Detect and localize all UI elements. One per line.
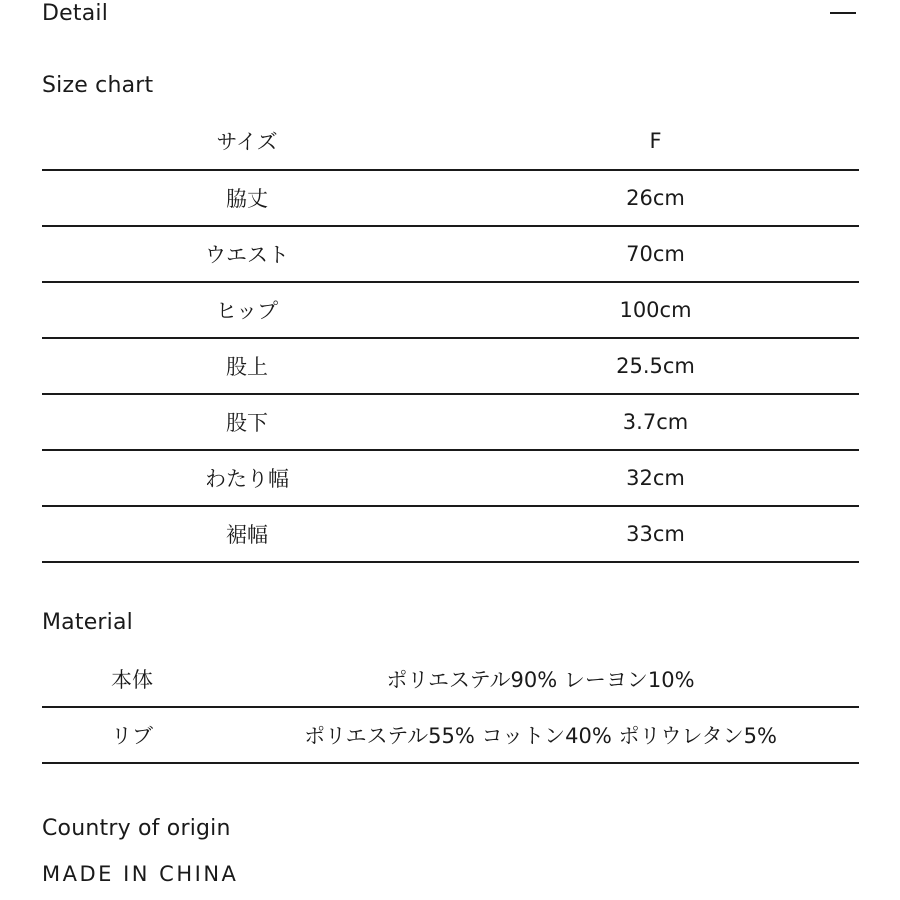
size-row-value: 32cm: [452, 450, 859, 506]
size-row-label: 股下: [42, 394, 452, 450]
size-row-value: 100cm: [452, 282, 859, 338]
size-row-value: 26cm: [452, 170, 859, 226]
material-row-label: 本体: [42, 652, 222, 707]
table-row: [42, 226, 859, 282]
detail-title: Detail: [42, 0, 109, 26]
table-row: [42, 450, 859, 506]
size-row-value: 3.7cm: [452, 394, 859, 450]
origin-value: MADE IN CHINA: [42, 862, 239, 886]
material-row-value: ポリエステル90% レーヨン10%: [222, 652, 859, 707]
origin-title: Country of origin: [42, 816, 231, 841]
size-header-value: F: [452, 112, 859, 170]
table-row: [42, 394, 859, 450]
detail-accordion-header[interactable]: [42, 0, 858, 30]
material-title: Material: [42, 610, 133, 635]
size-row-value: 70cm: [452, 226, 859, 282]
size-chart-header-row: [42, 112, 859, 170]
minus-icon[interactable]: [830, 12, 856, 14]
size-header-label: サイズ: [42, 112, 452, 170]
size-row-value: 33cm: [452, 506, 859, 562]
size-chart-table: [42, 112, 859, 563]
material-row-label: リブ: [42, 707, 222, 763]
table-row: [42, 282, 859, 338]
material-row-value: ポリエステル55% コットン40% ポリウレタン5%: [222, 707, 859, 763]
table-row: [42, 506, 859, 562]
size-row-value: 25.5cm: [452, 338, 859, 394]
table-row: [42, 170, 859, 226]
size-row-label: わたり幅: [42, 450, 452, 506]
size-chart-title: Size chart: [42, 73, 154, 98]
size-row-label: ウエスト: [42, 226, 452, 282]
table-row: [42, 707, 859, 763]
material-table: [42, 652, 859, 764]
size-row-label: 裾幅: [42, 506, 452, 562]
table-row: [42, 652, 859, 707]
size-row-label: 股上: [42, 338, 452, 394]
size-row-label: ヒップ: [42, 282, 452, 338]
table-row: [42, 338, 859, 394]
size-row-label: 脇丈: [42, 170, 452, 226]
